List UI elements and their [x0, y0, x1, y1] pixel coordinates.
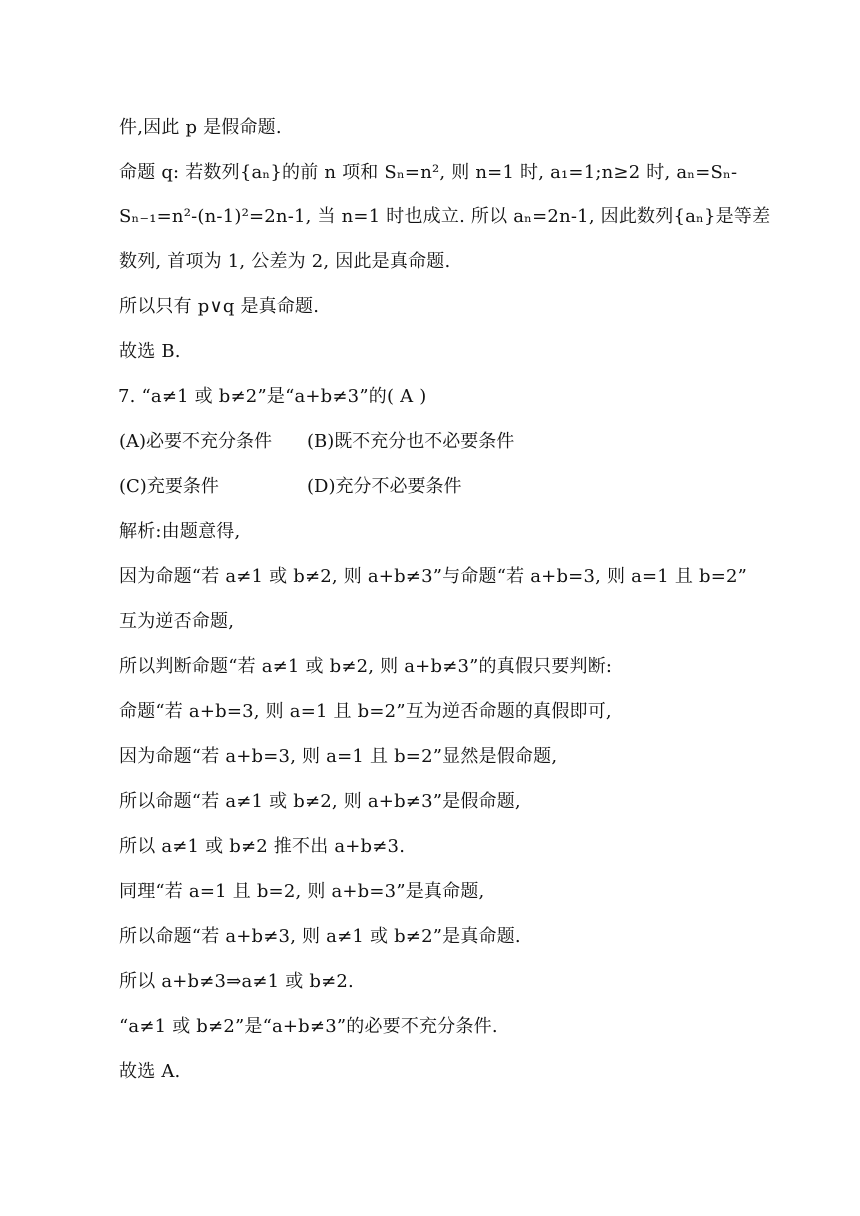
text-line: 所以 a≠1 或 b≠2 推不出 a+b≠3.: [119, 836, 406, 857]
analysis-heading: 解析:由题意得,: [119, 521, 241, 542]
text-line: 互为逆否命题,: [119, 611, 235, 632]
option-c: (C)充要条件: [119, 476, 219, 497]
text-line: 命题“若 a+b=3, 则 a=1 且 b=2”互为逆否命题的真假即可,: [119, 701, 612, 722]
text-line: 所以只有 p∨q 是真命题.: [119, 296, 320, 317]
answer-line: 故选 A.: [119, 1061, 181, 1082]
text-line: 命题 q: 若数列{aₙ}的前 n 项和 Sₙ=n², 则 n=1 时, a₁=1;n≥2 时, aₙ=Sₙ-: [119, 162, 738, 183]
text-line: 所以命题“若 a≠1 或 b≠2, 则 a+b≠3”是假命题,: [119, 791, 521, 812]
text-line: 所以命题“若 a+b≠3, 则 a≠1 或 b≠2”是真命题.: [119, 926, 521, 947]
option-d: (D)充分不必要条件: [307, 476, 462, 497]
text-line: 所以 a+b≠3⇒a≠1 或 b≠2.: [119, 971, 354, 992]
text-line: 数列, 首项为 1, 公差为 2, 因此是真命题.: [119, 251, 451, 272]
text-line: 因为命题“若 a+b=3, 则 a=1 且 b=2”显然是假命题,: [119, 746, 558, 767]
text-line: 因为命题“若 a≠1 或 b≠2, 则 a+b≠3”与命题“若 a+b=3, 则 a=1 且 b=2”: [119, 566, 748, 587]
text-line: 件,因此 p 是假命题.: [119, 117, 282, 138]
text-line: Sₙ₋₁=n²-(n-1)²=2n-1, 当 n=1 时也成立. 所以 aₙ=2n-1, 因此数列{aₙ}是等差: [119, 206, 771, 227]
option-a: (A)必要不充分条件: [119, 431, 273, 452]
text-line: 同理“若 a=1 且 b=2, 则 a+b=3”是真命题,: [119, 881, 485, 902]
text-line: 故选 B.: [119, 341, 181, 362]
option-b: (B)既不充分也不必要条件: [307, 431, 515, 452]
text-line: 所以判断命题“若 a≠1 或 b≠2, 则 a+b≠3”的真假只要判断:: [119, 656, 613, 677]
text-line: “a≠1 或 b≠2”是“a+b≠3”的必要不充分条件.: [119, 1016, 498, 1037]
question-7: 7. “a≠1 或 b≠2”是“a+b≠3”的( A ): [118, 386, 427, 407]
